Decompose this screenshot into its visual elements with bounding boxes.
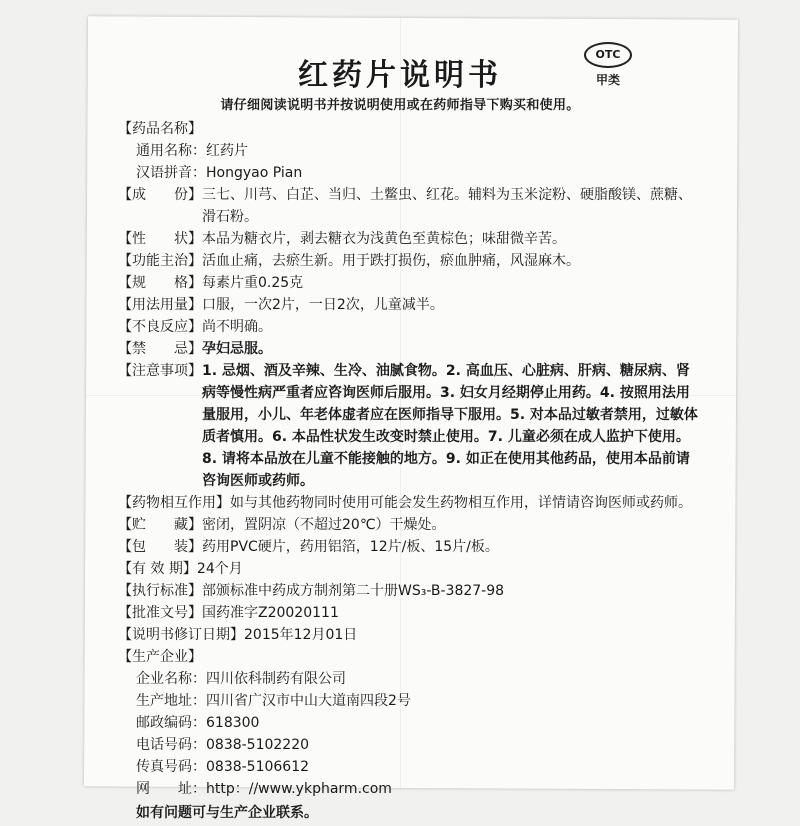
generic-name-value: 红药片 bbox=[206, 143, 248, 159]
manufacturer-label: 生产地址： bbox=[136, 693, 206, 709]
pinyin-label: 汉语拼音： bbox=[136, 165, 206, 181]
section-row bbox=[118, 536, 698, 558]
section-value: 口服，一次2片，一日2次，儿童减半。 bbox=[202, 297, 444, 313]
section-value: 国药准字Z20020111 bbox=[202, 605, 339, 621]
pinyin-row bbox=[118, 162, 698, 184]
section-label: 【用法用量】 bbox=[118, 297, 202, 313]
section-value: 本品为糖衣片，剥去糖衣为浅黄色至黄棕色；味甜微辛苦。 bbox=[202, 231, 566, 247]
usage-notice: 请仔细阅读说明书并按说明使用或在药师指导下购买和使用。 bbox=[220, 98, 580, 113]
section-value: 药用PVC硬片，药用铝箔，12片/板、15片/板。 bbox=[202, 539, 499, 555]
section-label: 【包 装】 bbox=[118, 539, 202, 555]
section-value: 24个月 bbox=[196, 561, 243, 577]
leaflet-content bbox=[118, 118, 698, 826]
contact-footer: 如有问题可与生产企业联系。 bbox=[136, 805, 318, 821]
otc-badge bbox=[584, 42, 632, 88]
manufacturer-value: 四川省广汉市中山大道南四段2号 bbox=[206, 693, 411, 709]
manufacturer-value: http：//www.ykpharm.com bbox=[206, 781, 392, 797]
manufacturer-label: 邮政编码： bbox=[136, 715, 206, 731]
manufacturer-row bbox=[118, 778, 698, 800]
generic-name-label: 通用名称： bbox=[136, 143, 206, 159]
manufacturer-row bbox=[118, 668, 698, 690]
section-label: 【执行标准】 bbox=[118, 583, 202, 599]
section-value: 如与其他药物同时使用可能会发生药物相互作用，详情请咨询医师或药师。 bbox=[230, 495, 692, 511]
section-row bbox=[118, 316, 698, 338]
manufacturer-value: 0838-5102220 bbox=[206, 737, 310, 753]
section-label: 【贮 藏】 bbox=[118, 517, 202, 533]
manufacturer-value: 四川依科制药有限公司 bbox=[206, 671, 346, 687]
manufacturer-label: 传真号码： bbox=[136, 759, 206, 775]
section-row bbox=[118, 184, 698, 228]
section-row bbox=[118, 492, 698, 514]
manufacturer-label: 网 址： bbox=[136, 781, 206, 797]
section-row bbox=[118, 514, 698, 536]
document-title: 红药片说明书 bbox=[298, 58, 502, 93]
manufacturer-row bbox=[118, 734, 698, 756]
section-label: 【功能主治】 bbox=[118, 253, 202, 269]
section-value: 每素片重0.25克 bbox=[202, 275, 304, 291]
section-label: 【药品名称】 bbox=[118, 121, 202, 137]
section-row bbox=[118, 360, 698, 492]
section-value: 尚不明确。 bbox=[202, 319, 272, 335]
manufacturer-value: 618300 bbox=[206, 715, 260, 731]
manufacturer-header-row bbox=[118, 646, 698, 668]
section-label: 【生产企业】 bbox=[118, 649, 202, 665]
section-label: 【性 状】 bbox=[118, 231, 202, 247]
section-value: 1. 忌烟、酒及辛辣、生冷、油腻食物。2. 高血压、心脏病、肝病、糖尿病、肾病等慢性病严重者应咨询医师后服用。3. 妇女月经期停止用药。4. 按照用法用量服用，小儿、年老体虚者应在医师指导下服用。5. 对本品过敏者禁用，过敏体质者慎用。6. 本品性状发生改变时禁止使用。7. 儿童必须在成人监护下使用。8. 请将本品放在儿童不能接触的地方。9. 如正在使用其他药品，使用本品前请咨询医师或药师。 bbox=[202, 363, 698, 489]
section-row bbox=[118, 294, 698, 316]
sections-list bbox=[118, 184, 698, 646]
otc-category: 甲类 bbox=[595, 73, 620, 87]
section-label: 【有 效 期】 bbox=[118, 561, 197, 577]
section-value: 活血止痛，去瘀生新。用于跌打损伤，瘀血肿痛，风湿麻木。 bbox=[202, 253, 580, 269]
pinyin-value: Hongyao Pian bbox=[206, 165, 303, 181]
section-label: 【药物相互作用】 bbox=[118, 495, 230, 511]
section-label: 【批准文号】 bbox=[118, 605, 202, 621]
manufacturer-label: 企业名称： bbox=[136, 671, 206, 687]
section-label: 【注意事项】 bbox=[118, 363, 202, 379]
section-row bbox=[118, 602, 698, 624]
section-value: 孕妇忌服。 bbox=[202, 341, 272, 357]
generic-name-row bbox=[118, 140, 698, 162]
manufacturer-row bbox=[118, 756, 698, 778]
drug-name-header-row bbox=[118, 118, 698, 140]
manufacturer-label: 电话号码： bbox=[136, 737, 206, 753]
section-row bbox=[118, 228, 698, 250]
section-row bbox=[118, 272, 698, 294]
section-row bbox=[118, 558, 698, 580]
section-value: 三七、川芎、白芷、当归、土鳖虫、红花。辅料为玉米淀粉、硬脂酸镁、蔗糖、滑石粉。 bbox=[202, 187, 692, 225]
section-row bbox=[118, 580, 698, 602]
section-label: 【规 格】 bbox=[118, 275, 202, 291]
manufacturer-row bbox=[118, 712, 698, 734]
section-value: 2015年12月01日 bbox=[244, 627, 358, 643]
section-value: 密闭，置阴凉（不超过20℃）干燥处。 bbox=[202, 517, 446, 533]
otc-logo: OTC bbox=[584, 42, 632, 68]
manufacturer-row bbox=[118, 690, 698, 712]
section-label: 【成 份】 bbox=[118, 187, 202, 203]
section-row bbox=[118, 624, 698, 646]
section-row bbox=[118, 250, 698, 272]
section-label: 【禁 忌】 bbox=[118, 341, 202, 357]
section-value: 部颁标准中药成方制剂第二十册WS₃-B-3827-98 bbox=[202, 583, 505, 599]
section-label: 【不良反应】 bbox=[118, 319, 202, 335]
section-row bbox=[118, 338, 698, 360]
manufacturer-list bbox=[118, 668, 698, 800]
manufacturer-value: 0838-5106612 bbox=[206, 759, 310, 775]
section-label: 【说明书修订日期】 bbox=[118, 627, 244, 643]
